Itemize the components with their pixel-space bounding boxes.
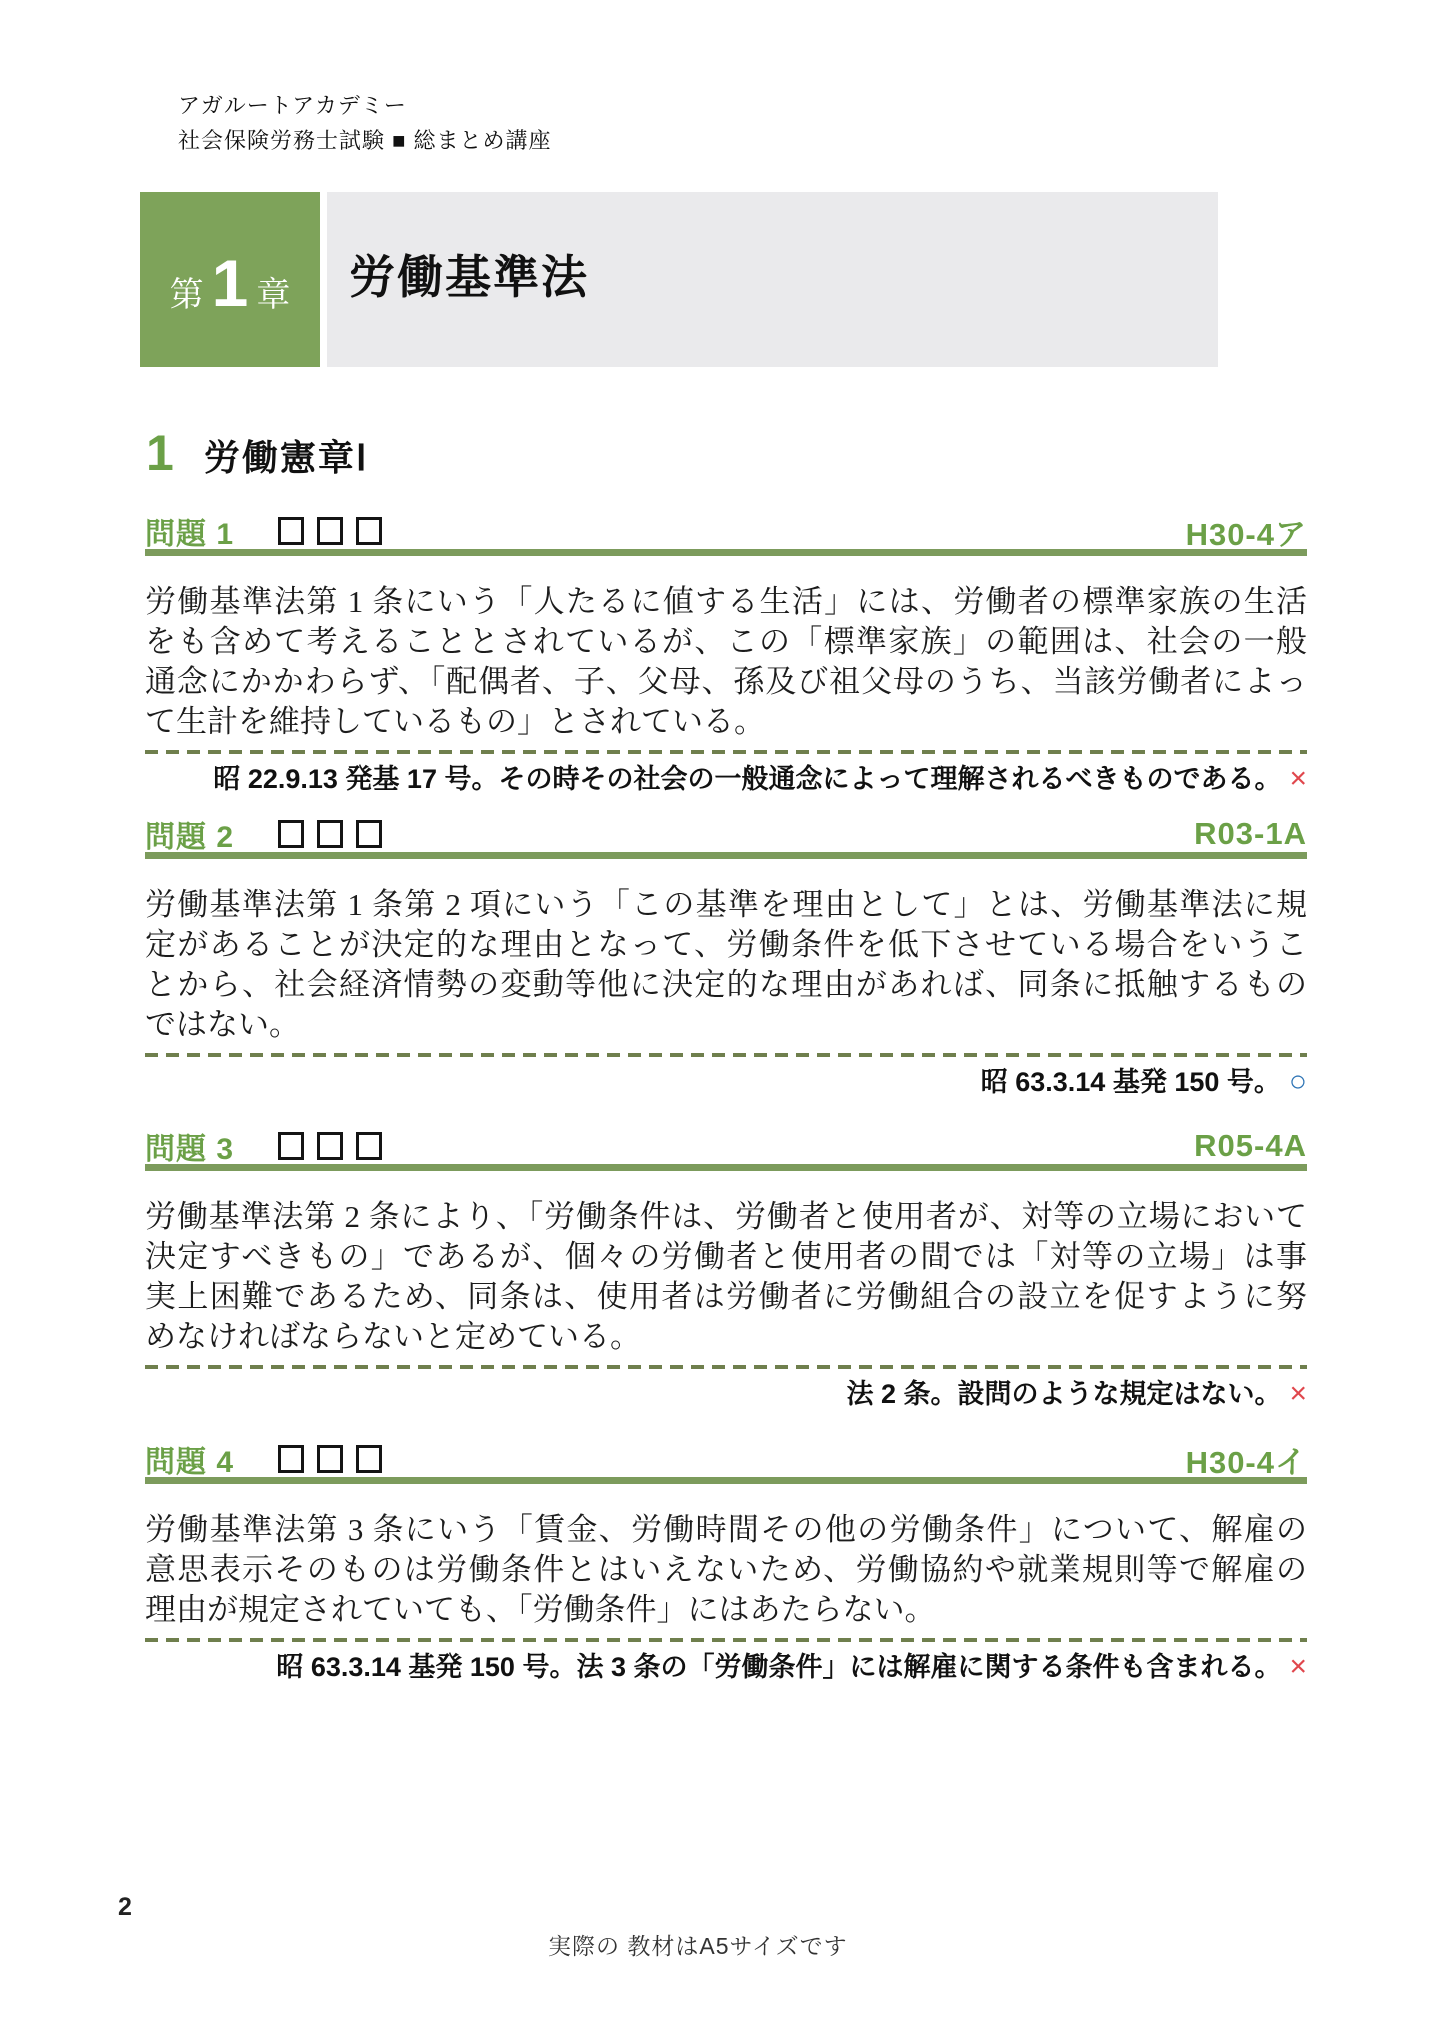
attempt-checkbox	[278, 517, 304, 545]
question-text	[145, 885, 1307, 1045]
question-line: めなければならないと定めている。	[145, 1319, 641, 1354]
attempt-checkboxes	[278, 517, 382, 545]
heading-rule	[145, 852, 1307, 859]
question-line: て生計を維持しているもの」とされている。	[145, 704, 765, 739]
answer-line	[145, 1377, 1307, 1411]
exam-code: R03-1A	[1194, 816, 1307, 851]
answer-separator	[145, 1638, 1307, 1642]
question-4-header	[145, 1443, 1307, 1480]
chapter-number: 1	[211, 246, 249, 320]
question-label: 問題 1	[145, 518, 235, 551]
question-text	[145, 1510, 1307, 1630]
attempt-checkbox	[317, 820, 343, 848]
question-line: 実上困難であるため、同条は、使用者は労働者に労働組合の設立を促すように努	[145, 1279, 1307, 1314]
question-line: ではない。	[145, 1007, 300, 1042]
question-1-header	[145, 515, 1307, 552]
page-number: 2	[118, 1893, 132, 1921]
question-text	[145, 1197, 1307, 1357]
chapter-banner	[140, 192, 1218, 367]
course-name: 社会保険労務士試験 ■ 総まとめ講座	[178, 128, 552, 153]
question-line: 決定すべきもの」であるが、個々の労働者と使用者の間では「対等の立場」は事	[145, 1239, 1307, 1274]
question-block-2	[145, 818, 1307, 1099]
question-line: 労働基準法第 2 条により、「労働条件は、労働者と使用者が、対等の立場において	[145, 1199, 1307, 1234]
answer-line	[145, 1650, 1307, 1684]
exam-code: H30-4イ	[1185, 1444, 1307, 1480]
chapter-title: 労働基準法	[349, 251, 589, 303]
section-heading	[146, 425, 369, 481]
attempt-checkbox	[317, 1445, 343, 1473]
chapter-suffix: 章	[256, 276, 291, 314]
question-line: とから、社会経済情勢の変動等他に決定的な理由があれば、同条に抵触するもの	[145, 967, 1307, 1002]
answer-text: 昭 63.3.14 基発 150 号。法 3 条の「労働条件」には解雇に関する条件も含まれる。	[276, 1652, 1282, 1682]
question-line: 理由が規定されていても、「労働条件」にはあたらない。	[145, 1592, 936, 1627]
question-label: 問題 2	[145, 821, 235, 854]
answer-mark: ○	[1288, 1065, 1307, 1098]
question-2-header	[145, 816, 1307, 854]
attempt-checkbox	[278, 820, 304, 848]
exam-code: R05-4A	[1194, 1128, 1307, 1163]
answer-text: 昭 22.9.13 発基 17 号。その時その社会の一般通念によって理解されるべきものである。	[213, 764, 1282, 794]
attempt-checkbox	[278, 1132, 304, 1160]
chapter-banner-gap	[320, 192, 327, 367]
page-header	[178, 88, 552, 158]
attempt-checkboxes	[278, 820, 382, 848]
question-3-header	[145, 1128, 1307, 1166]
question-line: 労働基準法第 3 条にいう「賃金、労働時間その他の労働条件」について、解雇の	[145, 1512, 1307, 1547]
question-label: 問題 4	[145, 1446, 235, 1479]
question-line: 定があることが決定的な理由となって、労働条件を低下させている場合をいうこ	[145, 927, 1307, 962]
brand-name: アガルートアカデミー	[178, 93, 407, 118]
section-number: 1	[146, 425, 174, 481]
chapter-number-box	[140, 192, 320, 367]
attempt-checkboxes	[278, 1132, 382, 1160]
question-line: 労働基準法第 1 条にいう「人たるに値する生活」には、労働者の標準家族の生活	[145, 584, 1307, 619]
attempt-checkboxes	[278, 1445, 382, 1473]
chapter-title-box	[327, 192, 1218, 367]
question-line: 意思表示そのものは労働条件とはいえないため、労働協約や就業規則等で解雇の	[145, 1552, 1307, 1587]
heading-rule	[145, 1477, 1307, 1484]
attempt-checkbox	[356, 1445, 382, 1473]
chapter-prefix: 第	[169, 276, 204, 314]
answer-mark: ×	[1289, 1650, 1307, 1683]
answer-line	[145, 762, 1307, 796]
question-line: 通念にかかわらず、「配偶者、子、父母、孫及び祖父母のうち、当該労働者によっ	[145, 664, 1307, 699]
attempt-checkbox	[317, 517, 343, 545]
section-title: 労働憲章Ⅰ	[203, 437, 369, 478]
question-label: 問題 3	[145, 1133, 235, 1166]
attempt-checkbox	[356, 820, 382, 848]
attempt-checkbox	[356, 517, 382, 545]
question-line: をも含めて考えることとされているが、この「標準家族」の範囲は、社会の一般	[145, 624, 1307, 659]
attempt-checkbox	[356, 1132, 382, 1160]
answer-mark: ×	[1289, 1377, 1307, 1410]
answer-text: 昭 63.3.14 基発 150 号。	[980, 1067, 1281, 1097]
question-line: 労働基準法第 1 条第 2 項にいう「この基準を理由として」とは、労働基準法に規	[145, 887, 1307, 922]
answer-mark: ×	[1289, 762, 1307, 795]
attempt-checkbox	[317, 1132, 343, 1160]
question-block-3	[145, 1130, 1307, 1411]
heading-rule	[145, 549, 1307, 556]
question-block-1	[145, 515, 1307, 796]
question-block-4	[145, 1443, 1307, 1684]
exam-code: H30-4ア	[1185, 516, 1307, 552]
footer-note: 実際の 教材はA5サイズです	[548, 1933, 848, 1959]
answer-separator	[145, 1365, 1307, 1369]
answer-line	[145, 1065, 1307, 1099]
question-text	[145, 582, 1307, 742]
answer-text: 法 2 条。設問のような規定はない。	[846, 1379, 1282, 1409]
answer-separator	[145, 1053, 1307, 1057]
heading-rule	[145, 1164, 1307, 1171]
attempt-checkbox	[278, 1445, 304, 1473]
answer-separator	[145, 750, 1307, 754]
